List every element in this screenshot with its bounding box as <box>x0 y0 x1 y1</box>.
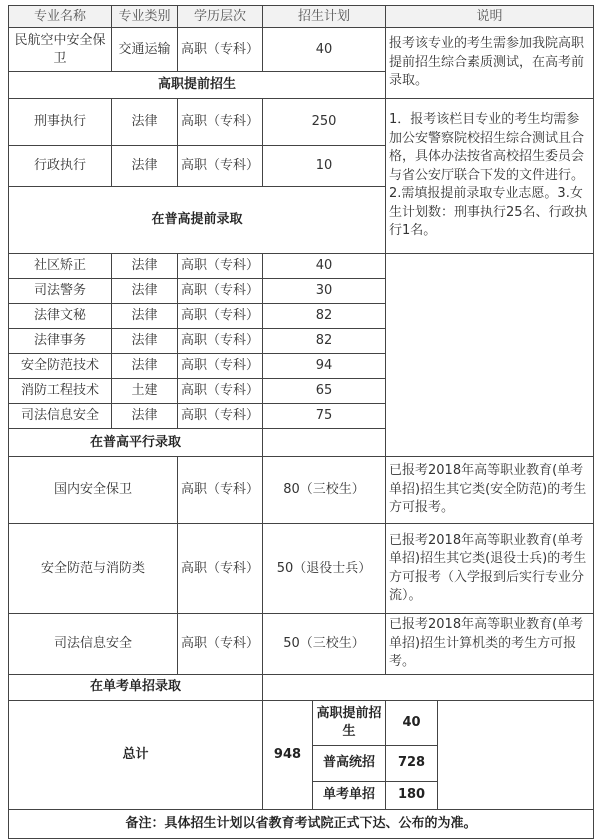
plan-cell: 50（三校生） <box>263 614 386 675</box>
major-category-cell: 法律 <box>112 254 178 279</box>
total-breakdown-label: 单考单招 <box>313 781 386 809</box>
plan-cell: 65 <box>263 379 386 404</box>
admission-plan-document <box>8 5 593 839</box>
plan-cell: 250 <box>263 99 386 146</box>
major-name-cell: 行政执行 <box>9 146 112 187</box>
total-breakdown-value: 728 <box>386 745 438 781</box>
level-cell: 高职（专科） <box>178 279 263 304</box>
major-category-cell: 法律 <box>112 146 178 187</box>
section-title-parallel-admission: 在普高平行录取 <box>9 429 263 457</box>
plan-cell: 82 <box>263 304 386 329</box>
header-major-name: 专业名称 <box>9 6 112 28</box>
plan-cell: 50（退役士兵） <box>263 524 386 614</box>
major-name-cell: 安全防范与消防类 <box>9 524 178 614</box>
header-remark: 说明 <box>386 6 594 28</box>
major-category-cell: 法律 <box>112 99 178 146</box>
total-breakdown-label: 普高统招 <box>313 745 386 781</box>
level-cell: 高职（专科） <box>178 254 263 279</box>
remark-cell-early-admission: 报考该专业的考生需参加我院高职提前招生综合素质测试，在高考前录取。 <box>386 28 594 99</box>
empty-cell <box>263 429 386 457</box>
total-value: 948 <box>263 700 313 809</box>
section-title-vocational-early: 高职提前招生 <box>9 72 386 99</box>
major-category-cell: 交通运输 <box>112 28 178 72</box>
level-cell: 高职（专科） <box>178 614 263 675</box>
total-row <box>9 700 594 745</box>
major-name-cell: 司法信息安全 <box>9 614 178 675</box>
major-name-cell: 刑事执行 <box>9 99 112 146</box>
plan-cell: 82 <box>263 329 386 354</box>
plan-cell: 40 <box>263 28 386 72</box>
total-label: 总计 <box>9 700 263 809</box>
footnote-row <box>9 809 594 838</box>
table-row <box>9 28 594 72</box>
major-category-cell: 土建 <box>112 379 178 404</box>
plan-cell: 40 <box>263 254 386 279</box>
level-cell: 高职（专科） <box>178 28 263 72</box>
header-level: 学历层次 <box>178 6 263 28</box>
total-breakdown-label: 高职提前招生 <box>313 700 386 745</box>
major-category-cell: 法律 <box>112 329 178 354</box>
level-cell: 高职（专科） <box>178 99 263 146</box>
plan-cell: 94 <box>263 354 386 379</box>
total-breakdown-value: 40 <box>386 700 438 745</box>
major-name-cell: 社区矫正 <box>9 254 112 279</box>
admission-plan-table <box>8 5 594 839</box>
major-name-cell: 法律文秘 <box>9 304 112 329</box>
footnote: 备注：具体招生计划以省教育考试院正式下达、公布的为准。 <box>9 809 594 838</box>
header-enroll-plan: 招生计划 <box>263 6 386 28</box>
section-title-early-admission: 在普高提前录取 <box>9 187 386 254</box>
major-category-cell: 法律 <box>112 404 178 429</box>
major-category-cell: 法律 <box>112 354 178 379</box>
remark-cell: 已报考2018年高等职业教育(单考单招)招生其它类(安全防范)的考生方可报考。 <box>386 457 594 524</box>
level-cell: 高职（专科） <box>178 146 263 187</box>
major-name-cell: 法律事务 <box>9 329 112 354</box>
level-cell: 高职（专科） <box>178 304 263 329</box>
table-row <box>9 254 594 279</box>
major-name-cell: 司法信息安全 <box>9 404 112 429</box>
major-category-cell: 法律 <box>112 279 178 304</box>
level-cell: 高职（专科） <box>178 329 263 354</box>
remark-cell-empty <box>386 254 594 457</box>
header-major-category: 专业类别 <box>112 6 178 28</box>
level-cell: 高职（专科） <box>178 457 263 524</box>
section-title-row <box>9 674 594 700</box>
empty-cell <box>263 674 594 700</box>
table-row <box>9 524 594 614</box>
plan-cell: 80（三校生） <box>263 457 386 524</box>
plan-cell: 10 <box>263 146 386 187</box>
table-row <box>9 99 594 146</box>
major-category-cell: 法律 <box>112 304 178 329</box>
remark-cell: 已报考2018年高等职业教育(单考单招)招生计算机类的考生方可报考。 <box>386 614 594 675</box>
level-cell: 高职（专科） <box>178 404 263 429</box>
level-cell: 高职（专科） <box>178 524 263 614</box>
section-title-single-exam: 在单考单招录取 <box>9 674 263 700</box>
level-cell: 高职（专科） <box>178 354 263 379</box>
plan-cell: 75 <box>263 404 386 429</box>
major-name-cell: 国内安全保卫 <box>9 457 178 524</box>
table-header-row <box>9 6 594 28</box>
total-breakdown-value: 180 <box>386 781 438 809</box>
remark-cell: 已报考2018年高等职业教育(单考单招)招生其它类(退役士兵)的考生方可报考（入学报到后实行专业分流）。 <box>386 524 594 614</box>
level-cell: 高职（专科） <box>178 379 263 404</box>
major-name-cell: 安全防范技术 <box>9 354 112 379</box>
empty-cell <box>438 700 594 809</box>
major-name-cell: 民航空中安全保卫 <box>9 28 112 72</box>
table-row <box>9 457 594 524</box>
major-name-cell: 司法警务 <box>9 279 112 304</box>
remark-cell-police-admission: 1．报考该栏目专业的考生均需参加公安警察院校招生综合测试且合格，具体办法按省高校招生委员会与省公安厅联合下发的文件进行。2.需填报提前录取专业志愿。3.女生计划数：刑事执行25名、行政执行1名。 <box>386 99 594 254</box>
major-name-cell: 消防工程技术 <box>9 379 112 404</box>
table-row <box>9 614 594 675</box>
plan-cell: 30 <box>263 279 386 304</box>
